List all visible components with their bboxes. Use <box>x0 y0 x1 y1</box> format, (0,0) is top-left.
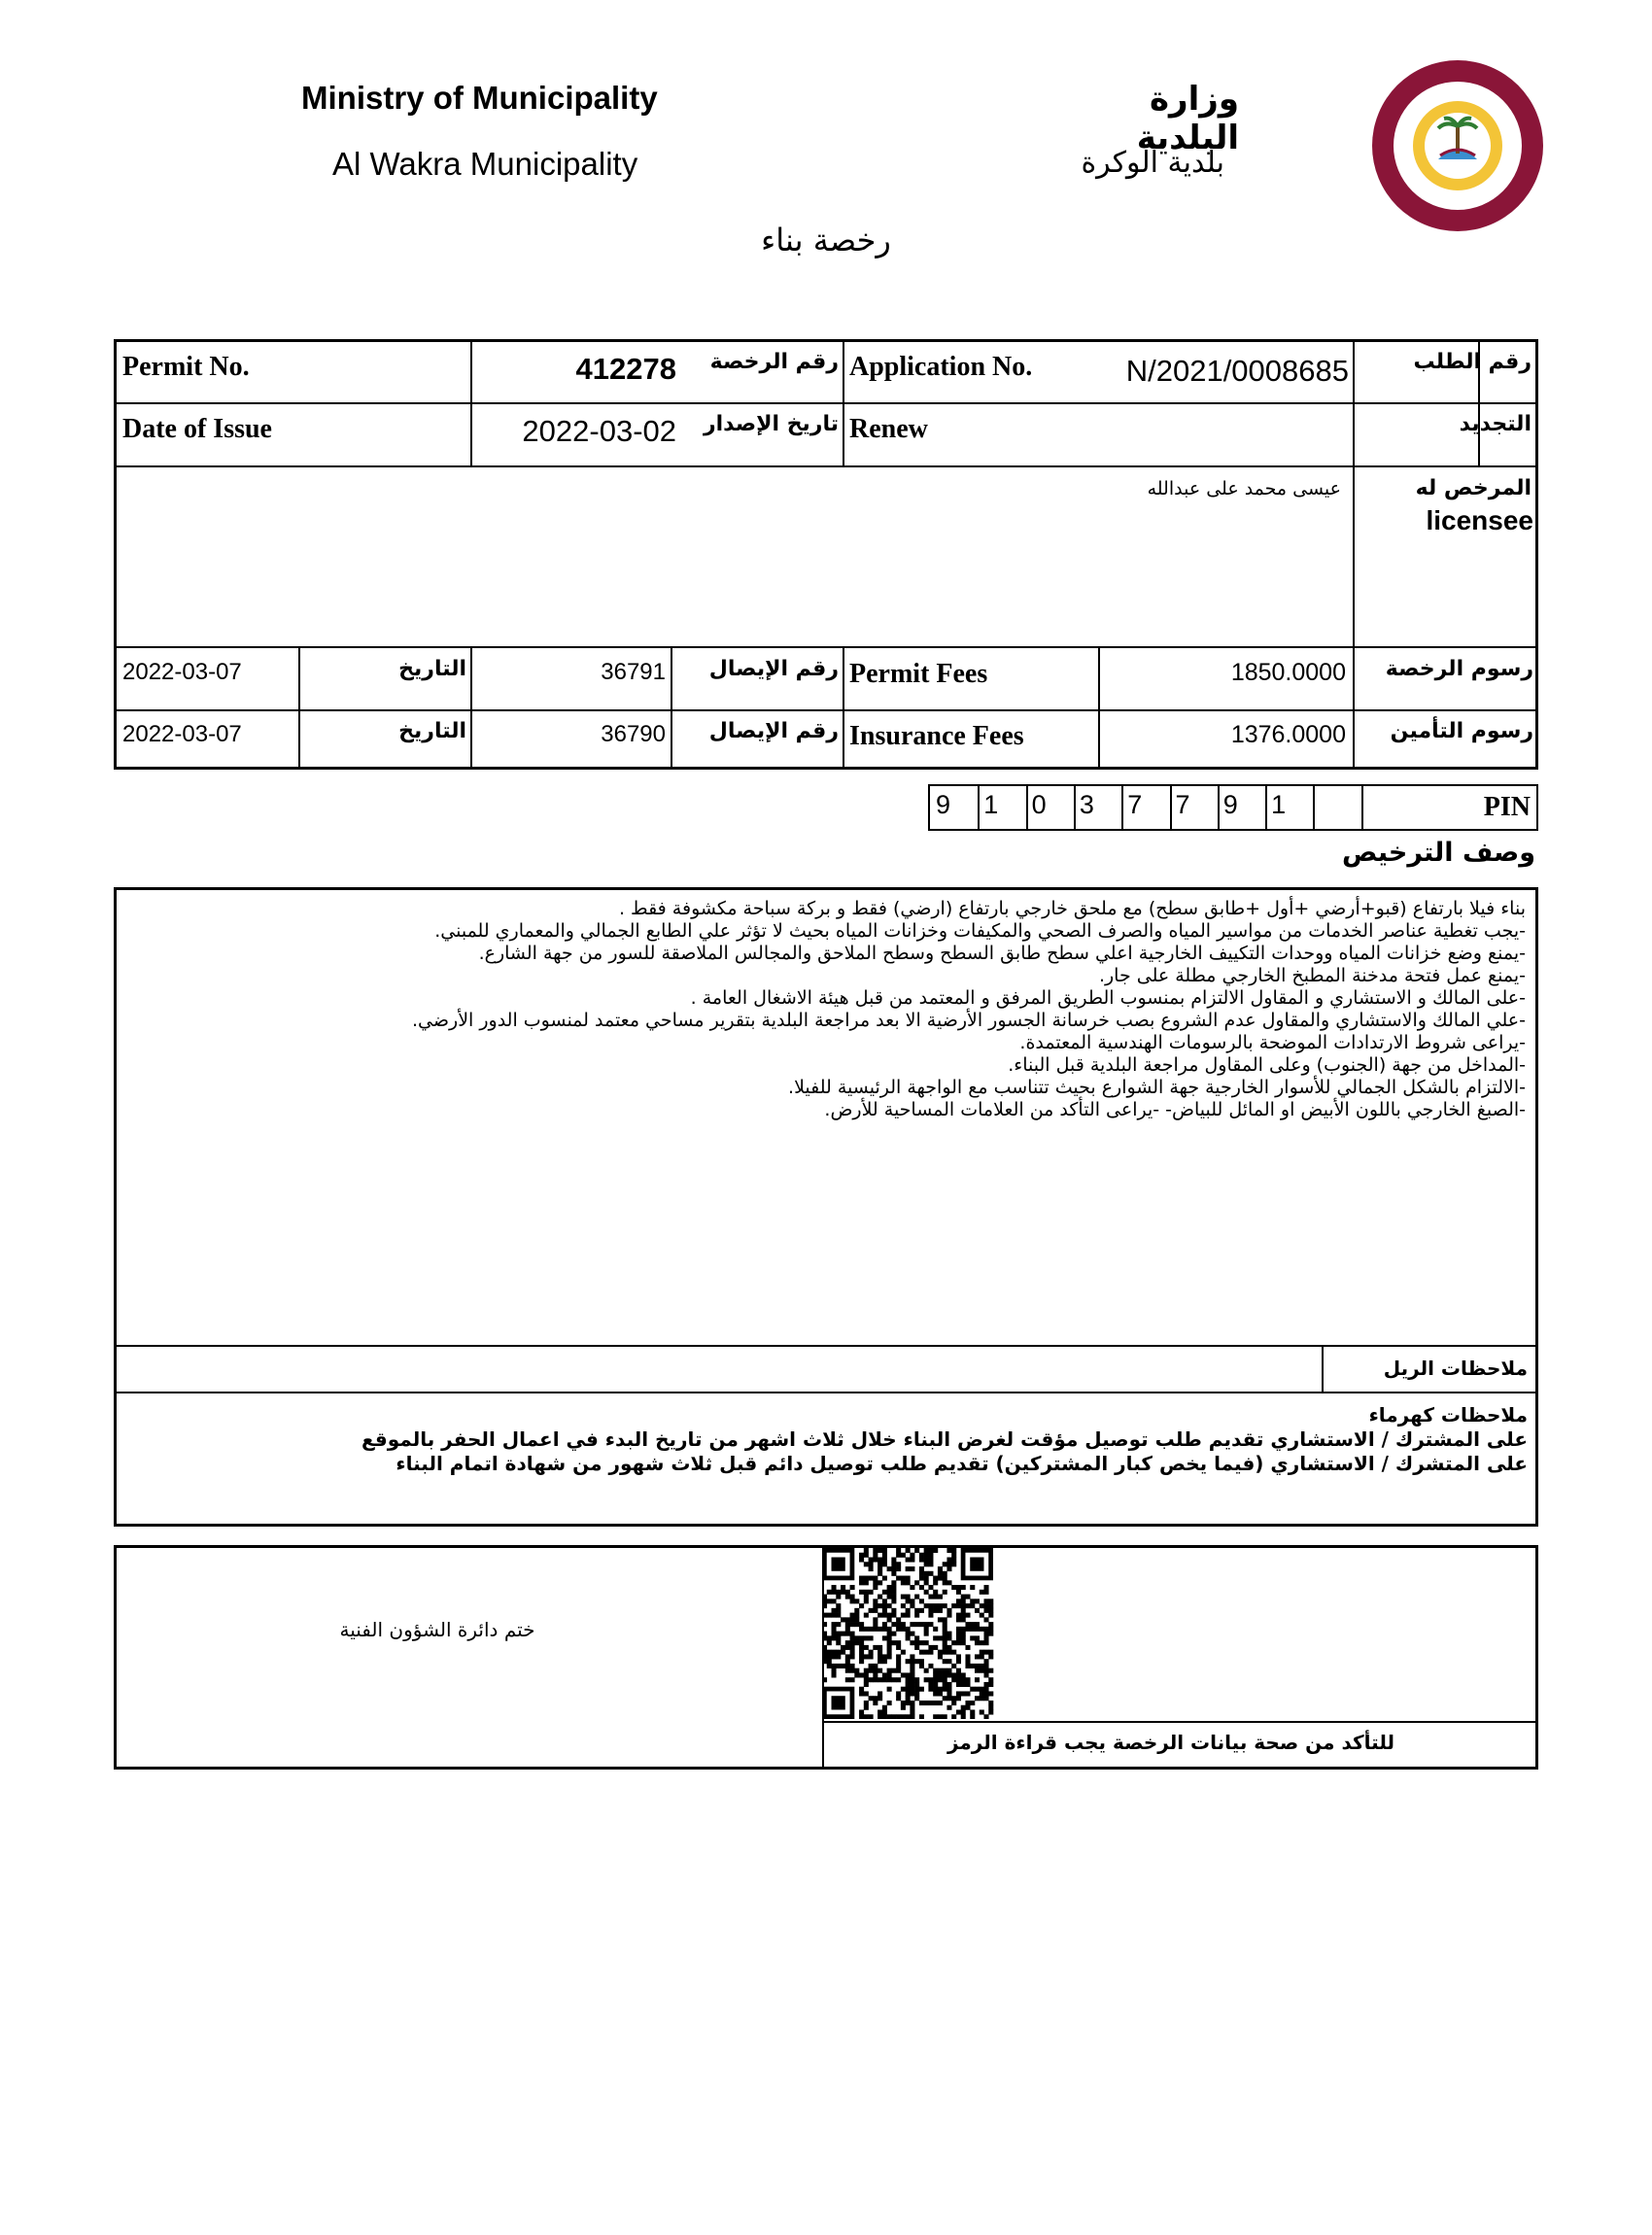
qatar-ministry-logo <box>1370 58 1545 233</box>
insurance-fees-date: 2022-03-07 <box>122 721 242 747</box>
pin-cell-divider <box>1313 786 1315 829</box>
col-divider <box>470 646 472 770</box>
pin-box <box>928 784 1538 831</box>
insurance-fees-label-ar: رسوم التأمين <box>1390 719 1533 743</box>
document-title: رخصة بناء <box>761 222 891 258</box>
pin-digit: 7 <box>1175 790 1190 819</box>
col-divider <box>843 342 844 465</box>
col-divider <box>1353 646 1355 770</box>
permit-no-value: 412278 <box>575 352 676 386</box>
pin-digit: 9 <box>1222 790 1238 819</box>
kahramaa-notes <box>148 1403 1528 1476</box>
ministry-title-en: Ministry of Municipality <box>301 80 658 116</box>
col-divider <box>298 646 300 770</box>
application-no-label: Application No. <box>849 352 1033 382</box>
col-divider <box>843 646 844 770</box>
permit-info-table <box>114 339 1538 770</box>
row-divider <box>117 709 1535 711</box>
col-divider <box>1098 646 1100 770</box>
licensee-name: عيسى محمد على عبدالله <box>1147 478 1341 499</box>
pin-digit: 9 <box>936 790 951 819</box>
description-line: بناء فيلا بارتفاع (قبو+أرضي +أول +طابق سطح) مع ملحق خارجي بارتفاع (ارضي) فقط و بركة سباحة مكشوفة فقط . <box>618 898 1526 919</box>
description-line: -علي المالك والاستشاري والمقاول عدم الشروع بصب خرسانة الجسور الأرضية الا بعد مراجعة البلدية بتقرير مساحي معتمد لمنسوب الدور الأرضي. <box>412 1010 1526 1031</box>
pin-divider <box>1361 786 1363 829</box>
pin-cell-divider <box>1074 786 1076 829</box>
description-line: -الالتزام بالشكل الجمالي للأسوار الخارجية جهة الشوارع بحيث تتناسب مع الواجهة الرئيسية للفيلا. <box>788 1077 1526 1098</box>
row-divider <box>117 465 1535 467</box>
pin-digit: 1 <box>1271 790 1287 819</box>
kahramaa-note-2: على المتشرك / الاستشاري (فيما يخص كبار المشتركين) تقديم طلب توصيل دائم قبل ثلاث شهور من شهادة اتمام البناء <box>396 1452 1528 1475</box>
permit-fees-amount: 1850.0000 <box>1230 659 1346 686</box>
kahramaa-note-1: على المشترك / الاستشاري تقديم طلب توصيل مؤقت لغرض البناء خلال ثلاث اشهر من تاريخ البدء في اعمال الحفر بالموقع <box>361 1427 1528 1451</box>
date-of-issue-label: Date of Issue <box>122 414 272 444</box>
row-divider <box>117 402 1535 404</box>
application-no-value: N/2021/0008685 <box>1125 354 1349 388</box>
pin-digit: 1 <box>983 790 999 819</box>
ministry-title-ar: وزارة البلدية <box>1136 80 1239 157</box>
description-line: -المداخل من جهة (الجنوب) وعلى المقاول مراجعة البلدية قبل البناء. <box>1008 1054 1526 1076</box>
col-divider <box>671 646 672 770</box>
renew-label-ar: التجديد <box>1459 412 1532 436</box>
description-line: -يمنع عمل فتحة مدخنة المطبخ الخارجي مطلة على جار. <box>1098 965 1526 986</box>
permit-fees-receipt-no: 36791 <box>601 659 666 685</box>
pin-cell-divider <box>1170 786 1172 829</box>
insurance-fees-receipt-no: 36790 <box>601 721 666 747</box>
pin-label: PIN <box>1483 792 1531 822</box>
date-of-issue-label-ar: تاريخ الإصدار <box>703 412 839 436</box>
insurance-fees-date-label: التاريخ <box>398 719 466 743</box>
pin-cell-divider <box>1121 786 1123 829</box>
pin-digit: 7 <box>1127 790 1143 819</box>
insurance-fees-amount: 1376.0000 <box>1230 721 1346 748</box>
qr-caption-divider <box>822 1721 1535 1723</box>
description-line: -يراعى شروط الارتدادات الموضحة بالرسومات الهندسية المعتمدة. <box>1019 1032 1526 1053</box>
pin-cell-divider <box>1265 786 1267 829</box>
description-line: -يجب تغطية عناصر الخدمات من مواسير المياه والصرف الصحي والمكيفات وخزانات المياه بحيث لا تؤثر علي الطابع الجمالي والمعماري للمبني. <box>434 920 1526 942</box>
license-description-box <box>114 887 1538 1527</box>
pin-cell-divider <box>1026 786 1028 829</box>
description-line: -الصبغ الخارجي باللون الأبيض او المائل للبياض- -يراعى التأكد من العلامات المساحية للأرض. <box>824 1099 1526 1120</box>
permit-no-label-ar: رقم الرخصة <box>709 350 839 374</box>
pin-cell-divider <box>1218 786 1220 829</box>
rail-divider <box>1322 1347 1324 1392</box>
license-description-heading: وصف الترخيص <box>1342 838 1535 868</box>
permit-fees-receipt-label: رقم الإيصال <box>708 657 839 681</box>
date-of-issue-value: 2022-03-02 <box>522 414 676 448</box>
pin-digit: 0 <box>1031 790 1047 819</box>
description-line: -على المالك و الاستشاري و المقاول الالتزام بمنسوب الطريق المرفق و المعتمد من قبل هيئة الاشغال العامة . <box>690 987 1526 1009</box>
row-divider <box>117 646 1535 648</box>
permit-fees-date: 2022-03-07 <box>122 659 242 685</box>
permit-fees-label-ar: رسوم الرخصة <box>1385 657 1533 681</box>
pin-digit: 3 <box>1079 790 1094 819</box>
stamp-qr-box <box>114 1545 1538 1770</box>
insurance-fees-label: Insurance Fees <box>849 721 1024 751</box>
rail-notes-label: ملاحظات الريل <box>1383 1357 1528 1380</box>
rail-notes-row <box>117 1345 1535 1393</box>
license-description-text <box>136 898 1526 1121</box>
municipality-name-ar: بلدية الوكرة <box>1081 146 1224 180</box>
municipality-name-en: Al Wakra Municipality <box>332 146 638 182</box>
technical-affairs-stamp-label: ختم دائرة الشؤون الفنية <box>339 1618 535 1641</box>
kahramaa-notes-heading: ملاحظات كهرماء <box>1368 1403 1528 1427</box>
description-line: -يمنع وضع خزانات المياه ووحدات التكييف الخارجية اعلي سطح طابق السطح وسطح الملاحق والمجالس الملاصقة للسور من جهة الشارع. <box>478 943 1526 964</box>
col-divider <box>470 342 472 465</box>
col-divider <box>1353 342 1355 465</box>
application-no-label-ar: رقم الطلب <box>1413 350 1532 374</box>
licensee-label-en: licensee <box>1426 505 1533 535</box>
col-divider <box>1353 465 1355 646</box>
verification-qr-code[interactable] <box>822 1548 997 1719</box>
permit-fees-date-label: التاريخ <box>398 657 466 681</box>
licensee-label-ar: المرخص له <box>1415 476 1532 500</box>
insurance-fees-receipt-label: رقم الإيصال <box>708 719 839 743</box>
permit-fees-label: Permit Fees <box>849 659 988 689</box>
permit-no-label: Permit No. <box>122 352 250 382</box>
qr-caption: للتأكد من صحة بيانات الرخصة يجب قراءة الرمز <box>946 1731 1395 1754</box>
pin-cell-divider <box>978 786 980 829</box>
renew-label: Renew <box>849 414 928 444</box>
